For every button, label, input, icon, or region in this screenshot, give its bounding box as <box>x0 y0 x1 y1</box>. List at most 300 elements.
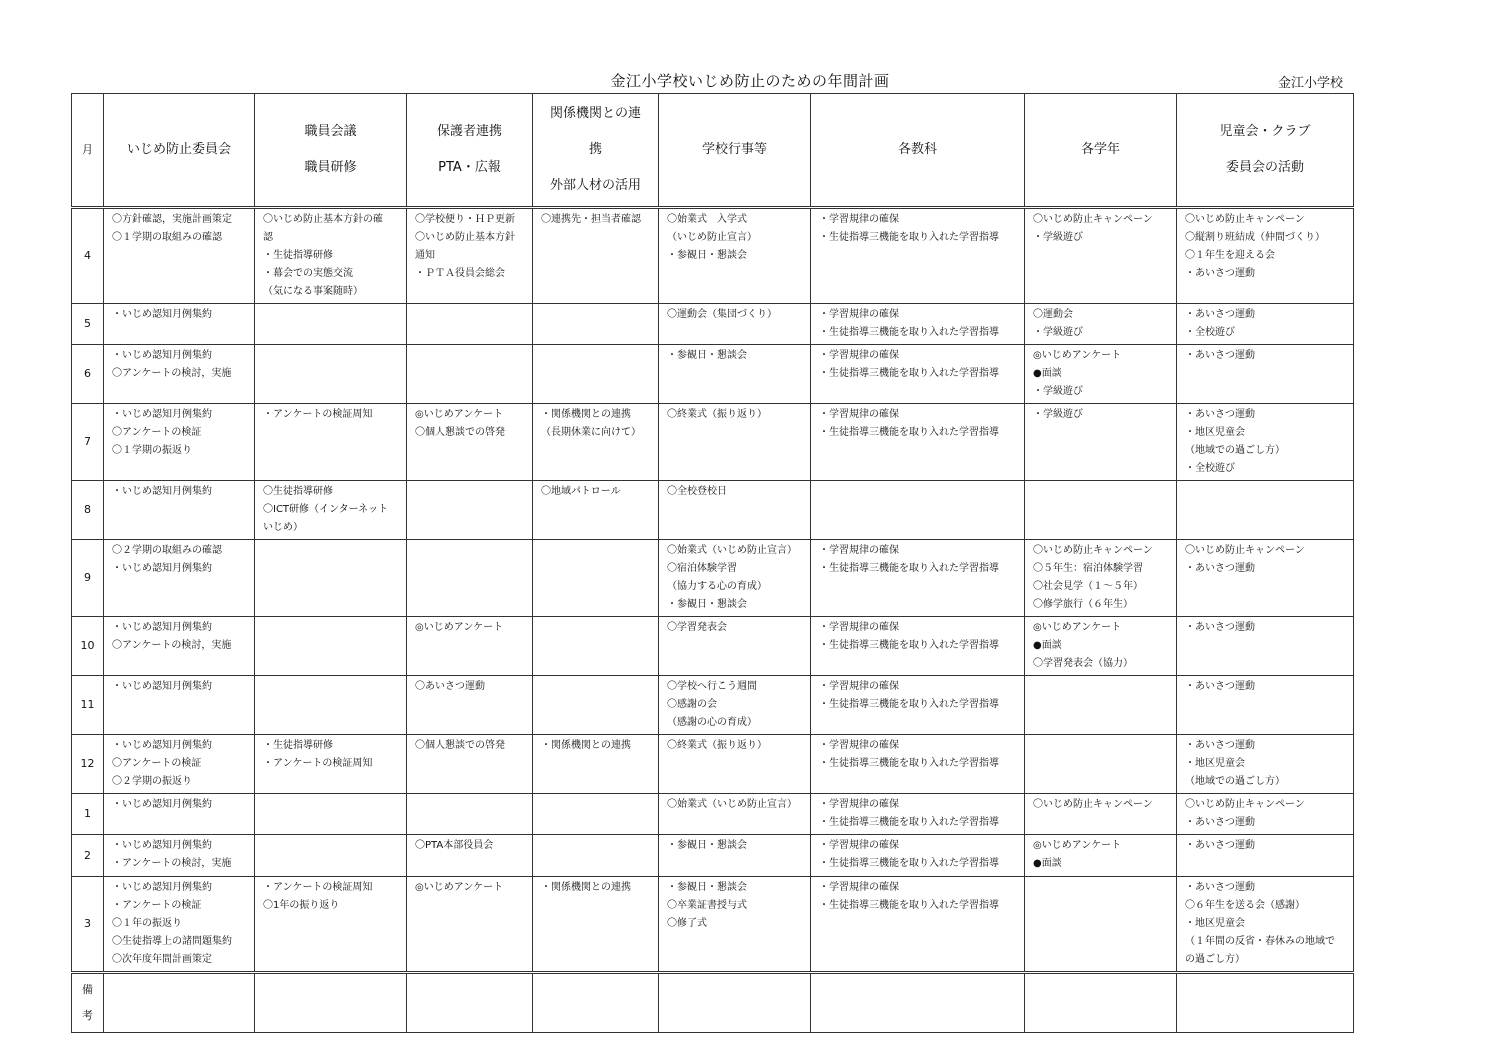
plan-item: ・あいさつ運動 <box>1185 409 1255 420</box>
plan-item: ・生徒指導研修 <box>263 740 333 751</box>
table-row <box>72 877 1354 973</box>
header-subjects <box>811 94 1025 208</box>
plan-cell <box>407 676 533 735</box>
plan-item: ・いじめ認知月例集約 <box>112 882 212 893</box>
plan-cell <box>533 617 659 676</box>
plan-cell <box>1025 617 1177 676</box>
plan-cell <box>1177 794 1354 835</box>
plan-item: ・あいさつ運動 <box>1185 681 1255 692</box>
plan-item: ・学習規律の確保 <box>819 681 899 692</box>
month-cell: 2 <box>72 835 104 877</box>
plan-item: ・生徒指導三機能を取り入れた学習指導 <box>819 563 999 574</box>
plan-item: ・幕会での実態交流 <box>263 268 353 279</box>
plan-cell <box>1177 877 1354 973</box>
plan-cell <box>1177 676 1354 735</box>
annual-plan-table <box>71 93 1354 1033</box>
plan-cell <box>1177 304 1354 345</box>
plan-cell <box>811 404 1025 481</box>
month-cell: 4 <box>72 208 104 304</box>
plan-cell <box>1025 481 1177 540</box>
plan-item: ・いじめ認知月例集約 <box>112 409 212 420</box>
plan-item: 〇アンケートの検討，実施 <box>112 368 232 379</box>
plan-item: ・学習規律の確保 <box>819 214 899 225</box>
plan-cell <box>659 540 811 617</box>
plan-item: 〇いじめ防止キャンペーン <box>1033 799 1153 810</box>
plan-item: ◎いじめアンケート <box>1033 840 1122 851</box>
header-text: 各学年 <box>1080 142 1120 157</box>
table-row <box>72 404 1354 481</box>
plan-item: ・あいさつ運動 <box>1185 882 1255 893</box>
month-cell: 1 <box>72 794 104 835</box>
plan-item: 〇２学期の取組みの確認 <box>112 545 222 556</box>
plan-item: ・学級遊び <box>1033 232 1083 243</box>
plan-item: ・地区児童会 <box>1185 758 1245 769</box>
plan-cell <box>533 540 659 617</box>
plan-item: 〇あいさつ運動 <box>415 681 485 692</box>
plan-cell <box>104 617 255 676</box>
header-text: 職員研修 <box>304 160 357 175</box>
plan-item: ・あいさつ運動 <box>1185 268 1255 279</box>
plan-item: ・学習規律の確保 <box>819 840 899 851</box>
plan-item: 〇ICT研修（インターネット <box>263 504 389 515</box>
month-cell: 10 <box>72 617 104 676</box>
plan-cell <box>533 735 659 794</box>
plan-item: 〇宿泊体験学習 <box>667 563 737 574</box>
plan-cell <box>533 835 659 877</box>
header-text: PTA・広報 <box>438 160 501 175</box>
plan-cell <box>104 208 255 304</box>
month-cell: 8 <box>72 481 104 540</box>
remarks-cell <box>255 973 407 1033</box>
plan-item: ・学級遊び <box>1033 327 1083 338</box>
plan-cell <box>1025 304 1177 345</box>
plan-item: ・学習規律の確保 <box>819 409 899 420</box>
remarks-row <box>72 973 1354 1033</box>
plan-item: 〇学習発表会（協力） <box>1033 658 1133 669</box>
plan-cell <box>104 877 255 973</box>
plan-item: 〇始業式（いじめ防止宣言） <box>667 799 797 810</box>
plan-item: 〇修学旅行（６年生） <box>1033 599 1133 610</box>
plan-cell <box>104 835 255 877</box>
plan-item: 〇始業式（いじめ防止宣言） <box>667 545 797 556</box>
plan-item: ●面談 <box>1033 368 1062 379</box>
plan-item: ・生徒指導三機能を取り入れた学習指導 <box>819 758 999 769</box>
plan-item: ・あいさつ運動 <box>1185 817 1255 828</box>
plan-cell <box>659 735 811 794</box>
plan-cell <box>811 735 1025 794</box>
plan-cell <box>1177 208 1354 304</box>
plan-item: ・あいさつ運動 <box>1185 309 1255 320</box>
plan-cell <box>407 304 533 345</box>
plan-item: （気になる事案随時） <box>263 286 363 297</box>
plan-cell <box>104 345 255 404</box>
month-cell: 12 <box>72 735 104 794</box>
plan-cell <box>659 404 811 481</box>
plan-item: ・生徒指導三機能を取り入れた学習指導 <box>819 640 999 651</box>
plan-item: 認 <box>263 232 273 243</box>
header-staff-meeting <box>255 94 407 208</box>
plan-item: 通知 <box>415 250 435 261</box>
plan-cell <box>255 835 407 877</box>
plan-cell <box>811 794 1025 835</box>
month-cell: 7 <box>72 404 104 481</box>
plan-cell <box>1025 877 1177 973</box>
header-text: 月 <box>82 143 93 156</box>
plan-cell <box>533 481 659 540</box>
plan-cell <box>659 794 811 835</box>
header-text: 各教科 <box>897 142 937 157</box>
plan-cell <box>104 304 255 345</box>
plan-cell <box>1025 208 1177 304</box>
plan-item: ・関係機関との連携 <box>541 740 631 751</box>
remarks-cell <box>659 973 811 1033</box>
header-committee <box>104 94 255 208</box>
plan-cell <box>104 794 255 835</box>
table-row <box>72 304 1354 345</box>
plan-item: ・関係機関との連携 <box>541 882 631 893</box>
plan-item: ・生徒指導三機能を取り入れた学習指導 <box>819 817 999 828</box>
plan-item: 〇学校便り・ＨＰ更新 <box>415 214 515 225</box>
plan-item: ・生徒指導三機能を取り入れた学習指導 <box>819 699 999 710</box>
plan-item: ・学級遊び <box>1033 386 1083 397</box>
remarks-label-char: 考 <box>82 1009 93 1022</box>
header-text: 児童会・クラブ <box>1219 124 1311 139</box>
plan-item: ・いじめ認知月例集約 <box>112 622 212 633</box>
plan-item: ・学級遊び <box>1033 409 1083 420</box>
month-cell: 11 <box>72 676 104 735</box>
plan-item: ●面談 <box>1033 640 1062 651</box>
table-header-row <box>72 94 1354 208</box>
header-external-liaison <box>533 94 659 208</box>
plan-cell <box>255 404 407 481</box>
plan-cell <box>255 617 407 676</box>
plan-item: 〇２学期の振返り <box>112 776 192 787</box>
table-row <box>72 345 1354 404</box>
plan-cell <box>407 735 533 794</box>
plan-item: 〇方針確認，実施計画策定 <box>112 214 232 225</box>
plan-item: 〇いじめ防止基本方針の確 <box>263 214 383 225</box>
plan-item: 〇終業式（振り返り） <box>667 409 767 420</box>
plan-item: ・学習規律の確保 <box>819 309 899 320</box>
plan-cell <box>1025 835 1177 877</box>
plan-cell <box>104 540 255 617</box>
plan-item: ・あいさつ運動 <box>1185 563 1255 574</box>
plan-item: 〇連携先・担当者確認 <box>541 214 641 225</box>
plan-cell <box>1025 794 1177 835</box>
plan-item: ・生徒指導三機能を取り入れた学習指導 <box>819 368 999 379</box>
plan-cell <box>659 304 811 345</box>
plan-item: ・参観日・懇談会 <box>667 350 747 361</box>
plan-item: 〇運動会（集団づくり） <box>667 309 777 320</box>
plan-cell <box>407 208 533 304</box>
plan-item: （地域での過ごし方） <box>1185 776 1285 787</box>
plan-item: 〇PTA本部役員会 <box>415 840 494 851</box>
header-text: 学校行事等 <box>701 142 767 157</box>
plan-cell <box>407 794 533 835</box>
remarks-label <box>72 973 104 1033</box>
plan-item: ・関係機関との連携 <box>541 409 631 420</box>
plan-cell <box>811 877 1025 973</box>
plan-item: （地域での過ごし方） <box>1185 445 1285 456</box>
plan-item: ●面談 <box>1033 858 1062 869</box>
plan-item: 〇いじめ防止キャンペーン <box>1033 545 1153 556</box>
plan-item: の過ごし方） <box>1185 954 1245 965</box>
plan-cell <box>255 877 407 973</box>
plan-cell <box>811 208 1025 304</box>
plan-cell <box>659 676 811 735</box>
plan-item: 〇６年生を送る会（感謝） <box>1185 900 1305 911</box>
plan-item: 〇終業式（振り返り） <box>667 740 767 751</box>
plan-cell <box>659 835 811 877</box>
plan-item: ・生徒指導三機能を取り入れた学習指導 <box>819 858 999 869</box>
plan-item: 〇次年度年間計画策定 <box>112 954 212 965</box>
header-text: いじめ防止委員会 <box>126 142 231 157</box>
plan-item: 〇学校へ行こう週間 <box>667 681 757 692</box>
table-row <box>72 208 1354 304</box>
remarks-cell <box>1177 973 1354 1033</box>
plan-cell <box>1177 617 1354 676</box>
plan-item: ・あいさつ運動 <box>1185 350 1255 361</box>
plan-item: ・いじめ認知月例集約 <box>112 350 212 361</box>
header-student-council <box>1177 94 1354 208</box>
plan-cell <box>533 304 659 345</box>
plan-cell <box>533 676 659 735</box>
plan-cell <box>104 735 255 794</box>
plan-item: ◎いじめアンケート <box>415 622 504 633</box>
plan-cell <box>1177 735 1354 794</box>
plan-cell <box>407 617 533 676</box>
month-cell: 5 <box>72 304 104 345</box>
plan-item: ・あいさつ運動 <box>1185 740 1255 751</box>
plan-item: 〇アンケートの検証 <box>112 427 202 438</box>
plan-cell <box>1025 404 1177 481</box>
plan-item: 〇地域パトロール <box>541 486 621 497</box>
remarks-label-char: 備 <box>82 983 93 996</box>
plan-item: （協力する心の育成） <box>667 581 767 592</box>
plan-item: 〇生徒指導上の諸問題集約 <box>112 936 232 947</box>
plan-item: 〇運動会 <box>1033 309 1073 320</box>
plan-item: ・いじめ認知月例集約 <box>112 563 212 574</box>
plan-cell <box>255 735 407 794</box>
month-cell: 6 <box>72 345 104 404</box>
plan-cell <box>533 794 659 835</box>
plan-item: 〇感謝の会 <box>667 699 717 710</box>
table-row <box>72 835 1354 877</box>
plan-item: ・アンケートの検証周知 <box>263 409 373 420</box>
plan-item: 〇生徒指導研修 <box>263 486 333 497</box>
header-parent-liaison <box>407 94 533 208</box>
table-row <box>72 735 1354 794</box>
plan-item: ◎いじめアンケート <box>1033 622 1122 633</box>
plan-item: ◎いじめアンケート <box>415 409 504 420</box>
plan-item: 〇１学期の取組みの確認 <box>112 232 222 243</box>
plan-item: ・参観日・懇談会 <box>667 250 747 261</box>
plan-item: 〇１学期の振返り <box>112 445 192 456</box>
plan-cell <box>255 794 407 835</box>
plan-cell <box>407 540 533 617</box>
plan-item: 〇１年生を迎える会 <box>1185 250 1275 261</box>
plan-item: 〇社会見学（１～５年） <box>1033 581 1143 592</box>
plan-item: 〇いじめ防止キャンペーン <box>1185 214 1305 225</box>
plan-cell <box>533 404 659 481</box>
plan-item: （長期休業に向けて） <box>541 427 641 438</box>
plan-item: ・あいさつ運動 <box>1185 622 1255 633</box>
header-text: 委員会の活動 <box>1225 160 1304 175</box>
plan-item: ・学習規律の確保 <box>819 350 899 361</box>
plan-item: （１年間の反省・春休みの地域で <box>1185 936 1335 947</box>
plan-cell <box>104 481 255 540</box>
month-cell: 3 <box>72 877 104 973</box>
plan-item: ・いじめ認知月例集約 <box>112 740 212 751</box>
plan-item: いじめ） <box>263 522 303 533</box>
plan-item: 〇いじめ防止基本方針 <box>415 232 515 243</box>
plan-item: ・生徒指導三機能を取り入れた学習指導 <box>819 427 999 438</box>
plan-item: ・参観日・懇談会 <box>667 882 747 893</box>
plan-cell <box>533 877 659 973</box>
plan-cell <box>659 617 811 676</box>
plan-cell <box>255 345 407 404</box>
plan-item: 〇いじめ防止キャンペーン <box>1033 214 1153 225</box>
plan-cell <box>255 540 407 617</box>
plan-cell <box>811 540 1025 617</box>
plan-cell <box>533 208 659 304</box>
plan-item: ・生徒指導三機能を取り入れた学習指導 <box>819 327 999 338</box>
plan-cell <box>1177 540 1354 617</box>
plan-item: ・学習規律の確保 <box>819 740 899 751</box>
plan-item: 〇アンケートの検討，実施 <box>112 640 232 651</box>
plan-cell <box>255 676 407 735</box>
plan-item: ・学習規律の確保 <box>819 882 899 893</box>
plan-item: 〇学習発表会 <box>667 622 727 633</box>
plan-item: （感謝の心の育成） <box>667 717 757 728</box>
plan-cell <box>659 345 811 404</box>
header-text: 職員会議 <box>304 124 357 139</box>
plan-item: ・アンケートの検証周知 <box>263 758 373 769</box>
remarks-cell <box>811 973 1025 1033</box>
header-text: 外部人材の活用 <box>549 178 641 193</box>
plan-item: ・学習規律の確保 <box>819 545 899 556</box>
plan-cell <box>811 617 1025 676</box>
plan-cell <box>1025 540 1177 617</box>
plan-cell <box>1177 404 1354 481</box>
plan-item: 〇個人懇談での啓発 <box>415 740 505 751</box>
plan-cell <box>407 345 533 404</box>
plan-cell <box>811 676 1025 735</box>
month-cell: 9 <box>72 540 104 617</box>
plan-item: ・いじめ認知月例集約 <box>112 309 212 320</box>
plan-cell <box>407 835 533 877</box>
plan-cell <box>407 404 533 481</box>
plan-cell <box>811 345 1025 404</box>
plan-item: ・参観日・懇談会 <box>667 840 747 851</box>
header-grades <box>1025 94 1177 208</box>
remarks-cell <box>533 973 659 1033</box>
plan-cell <box>104 404 255 481</box>
header-text: 携 <box>588 142 602 157</box>
plan-item: ・学習規律の確保 <box>819 622 899 633</box>
plan-item: ・地区児童会 <box>1185 918 1245 929</box>
plan-item: ◎いじめアンケート <box>1033 350 1122 361</box>
plan-item: ・アンケートの検証周知 <box>263 882 373 893</box>
plan-cell <box>255 481 407 540</box>
header-text: 関係機関との連 <box>549 106 641 121</box>
plan-item: ・あいさつ運動 <box>1185 840 1255 851</box>
plan-cell <box>811 304 1025 345</box>
plan-item: 〇全校登校日 <box>667 486 727 497</box>
header-school-events <box>659 94 811 208</box>
plan-cell <box>1025 676 1177 735</box>
plan-item: ・学習規律の確保 <box>819 799 899 810</box>
plan-cell <box>1177 345 1354 404</box>
plan-item: 〇卒業証書授与式 <box>667 900 747 911</box>
plan-item: ・いじめ認知月例集約 <box>112 486 212 497</box>
plan-item: 〇１年の振返り <box>112 918 182 929</box>
plan-cell <box>811 835 1025 877</box>
plan-item: ・生徒指導三機能を取り入れた学習指導 <box>819 900 999 911</box>
plan-item: 〇1年の振り返り <box>263 900 340 911</box>
table-row <box>72 617 1354 676</box>
plan-item: ・全校遊び <box>1185 327 1235 338</box>
plan-cell <box>255 208 407 304</box>
plan-cell <box>407 877 533 973</box>
table-row <box>72 540 1354 617</box>
header-text: 保護者連携 <box>436 124 502 139</box>
plan-item: 〇縦割り班結成（仲間づくり） <box>1185 232 1325 243</box>
plan-item: 〇修了式 <box>667 918 707 929</box>
plan-item: ◎いじめアンケート <box>415 882 504 893</box>
table-row <box>72 676 1354 735</box>
remarks-cell <box>104 973 255 1033</box>
plan-item: ・全校遊び <box>1185 463 1235 474</box>
plan-item: ・生徒指導三機能を取り入れた学習指導 <box>819 232 999 243</box>
plan-item: 〇いじめ防止キャンペーン <box>1185 799 1305 810</box>
plan-item: ・いじめ認知月例集約 <box>112 840 212 851</box>
table-row <box>72 481 1354 540</box>
plan-item: ・地区児童会 <box>1185 427 1245 438</box>
plan-item: ・生徒指導研修 <box>263 250 333 261</box>
plan-cell <box>659 481 811 540</box>
plan-cell <box>1025 735 1177 794</box>
table-row <box>72 794 1354 835</box>
plan-cell <box>104 676 255 735</box>
plan-item: 〇個人懇談での啓発 <box>415 427 505 438</box>
header-month <box>72 94 104 208</box>
plan-item: ・アンケートの検証 <box>112 900 202 911</box>
plan-item: 〇５年生：宿泊体験学習 <box>1033 563 1143 574</box>
plan-cell <box>255 304 407 345</box>
plan-item: 〇いじめ防止キャンペーン <box>1185 545 1305 556</box>
plan-item: ・アンケートの検討，実施 <box>112 858 232 869</box>
remarks-cell <box>1025 973 1177 1033</box>
plan-cell <box>659 208 811 304</box>
plan-cell <box>533 345 659 404</box>
plan-item: （いじめ防止宣言） <box>667 232 757 243</box>
school-name: 金江小学校 <box>1278 76 1344 91</box>
plan-cell <box>811 481 1025 540</box>
plan-item: 〇アンケートの検証 <box>112 758 202 769</box>
plan-item: 〇始業式 入学式 <box>667 214 747 225</box>
plan-item: ・参観日・懇談会 <box>667 599 747 610</box>
plan-cell <box>1177 481 1354 540</box>
plan-item: ・いじめ認知月例集約 <box>112 681 212 692</box>
plan-cell <box>1025 345 1177 404</box>
page-title: 金江小学校いじめ防止のための年間計画 <box>610 72 890 90</box>
plan-item: ・いじめ認知月例集約 <box>112 799 212 810</box>
remarks-cell <box>407 973 533 1033</box>
plan-item: ・ＰＴＡ役員会総会 <box>415 268 505 279</box>
plan-cell <box>659 877 811 973</box>
plan-cell <box>407 481 533 540</box>
